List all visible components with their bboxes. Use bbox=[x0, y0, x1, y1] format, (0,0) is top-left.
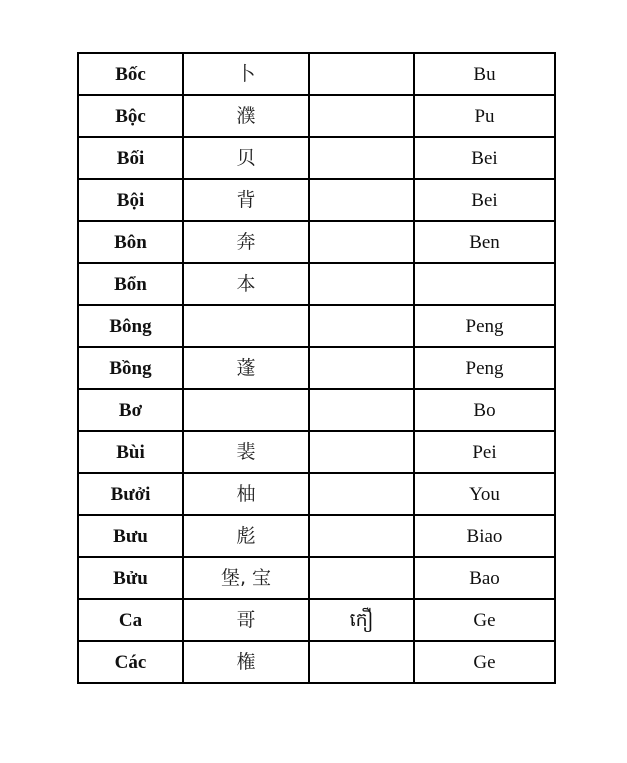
pinyin-cell: You bbox=[414, 473, 555, 515]
chinese-character-cell: 卜 bbox=[183, 53, 309, 95]
pinyin-cell: Peng bbox=[414, 305, 555, 347]
vietnamese-surname-cell: Bưu bbox=[78, 515, 183, 557]
table-row bbox=[78, 53, 555, 95]
pinyin-cell: Biao bbox=[414, 515, 555, 557]
chinese-character-cell: 本 bbox=[183, 263, 309, 305]
vietnamese-surname-cell: Các bbox=[78, 641, 183, 683]
vietnamese-surname-cell: Bôn bbox=[78, 221, 183, 263]
khmer-script-cell bbox=[309, 389, 414, 431]
chinese-character-cell bbox=[183, 389, 309, 431]
khmer-script-cell bbox=[309, 557, 414, 599]
khmer-script-cell bbox=[309, 431, 414, 473]
chinese-character-cell: 裴 bbox=[183, 431, 309, 473]
chinese-character-cell: 蓬 bbox=[183, 347, 309, 389]
chinese-character-cell: 哥 bbox=[183, 599, 309, 641]
vietnamese-surname-cell: Bối bbox=[78, 137, 183, 179]
khmer-script-cell bbox=[309, 179, 414, 221]
table-row bbox=[78, 95, 555, 137]
table-row bbox=[78, 515, 555, 557]
khmer-script-cell bbox=[309, 347, 414, 389]
pinyin-cell: Pei bbox=[414, 431, 555, 473]
vietnamese-surname-cell: Bưởi bbox=[78, 473, 183, 515]
table-row bbox=[78, 221, 555, 263]
surname-table bbox=[77, 52, 556, 684]
chinese-character-cell: 彪 bbox=[183, 515, 309, 557]
vietnamese-surname-cell: Bội bbox=[78, 179, 183, 221]
pinyin-cell: Bu bbox=[414, 53, 555, 95]
chinese-character-cell: 権 bbox=[183, 641, 309, 683]
vietnamese-surname-cell: Bơ bbox=[78, 389, 183, 431]
khmer-script-cell bbox=[309, 641, 414, 683]
table-row bbox=[78, 599, 555, 641]
khmer-script-cell bbox=[309, 473, 414, 515]
chinese-character-cell: 柚 bbox=[183, 473, 309, 515]
pinyin-cell: Bo bbox=[414, 389, 555, 431]
pinyin-cell: Ge bbox=[414, 599, 555, 641]
vietnamese-surname-cell: Bộc bbox=[78, 95, 183, 137]
khmer-script-cell: កឿ bbox=[309, 599, 414, 641]
pinyin-cell: Peng bbox=[414, 347, 555, 389]
vietnamese-surname-cell: Bồng bbox=[78, 347, 183, 389]
chinese-character-cell: 贝 bbox=[183, 137, 309, 179]
khmer-script-cell bbox=[309, 515, 414, 557]
table-row bbox=[78, 179, 555, 221]
khmer-script-cell bbox=[309, 263, 414, 305]
khmer-script-cell bbox=[309, 53, 414, 95]
pinyin-cell: Bei bbox=[414, 179, 555, 221]
vietnamese-surname-cell: Bông bbox=[78, 305, 183, 347]
vietnamese-surname-cell: Bổn bbox=[78, 263, 183, 305]
vietnamese-surname-cell: Bùi bbox=[78, 431, 183, 473]
vietnamese-surname-cell: Bửu bbox=[78, 557, 183, 599]
chinese-character-cell: 奔 bbox=[183, 221, 309, 263]
surname-table-body bbox=[78, 53, 555, 683]
table-row bbox=[78, 389, 555, 431]
khmer-script-cell bbox=[309, 221, 414, 263]
table-row bbox=[78, 641, 555, 683]
pinyin-cell: Bao bbox=[414, 557, 555, 599]
khmer-script-cell bbox=[309, 305, 414, 347]
vietnamese-surname-cell: Bốc bbox=[78, 53, 183, 95]
chinese-character-cell: 濮 bbox=[183, 95, 309, 137]
pinyin-cell: Pu bbox=[414, 95, 555, 137]
pinyin-cell: Ben bbox=[414, 221, 555, 263]
pinyin-cell: Bei bbox=[414, 137, 555, 179]
chinese-character-cell bbox=[183, 305, 309, 347]
khmer-script-cell bbox=[309, 137, 414, 179]
chinese-character-cell: 堡, 宝 bbox=[183, 557, 309, 599]
table-row bbox=[78, 431, 555, 473]
table-row bbox=[78, 557, 555, 599]
chinese-character-cell: 背 bbox=[183, 179, 309, 221]
khmer-script-cell bbox=[309, 95, 414, 137]
pinyin-cell bbox=[414, 263, 555, 305]
table-row bbox=[78, 137, 555, 179]
table-row bbox=[78, 347, 555, 389]
table-row bbox=[78, 305, 555, 347]
table-row bbox=[78, 263, 555, 305]
table-row bbox=[78, 473, 555, 515]
vietnamese-surname-cell: Ca bbox=[78, 599, 183, 641]
pinyin-cell: Ge bbox=[414, 641, 555, 683]
